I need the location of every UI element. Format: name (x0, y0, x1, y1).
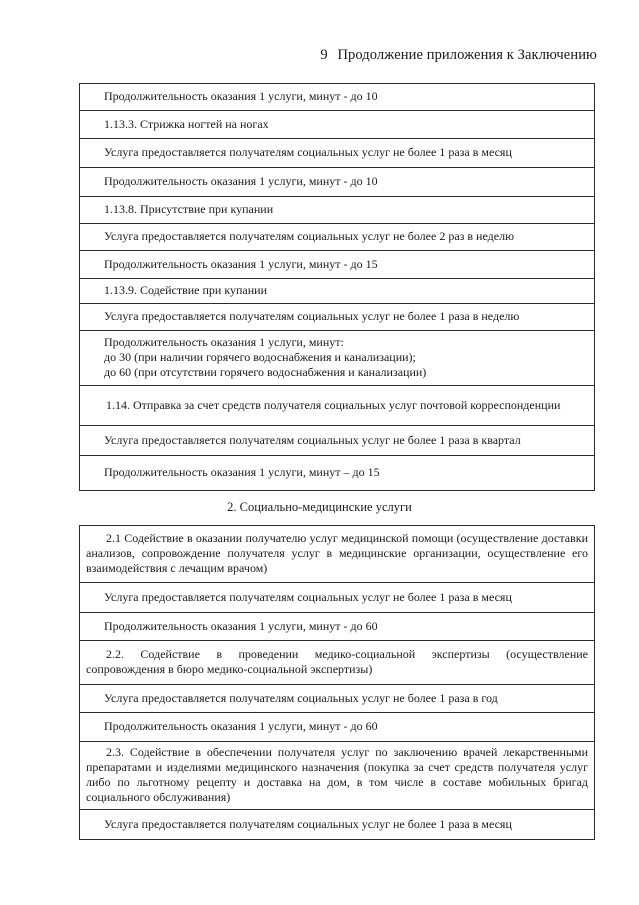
table-cell: Услуга предоставляется получателям социальных услуг не более 1 раза в месяц (104, 589, 512, 604)
table-cell: Продолжительность оказания 1 услуги, минут - до 15 (104, 256, 378, 271)
table-cell: Услуга предоставляется получателям социальных услуг не более 1 раза в год (104, 690, 498, 705)
table-cell: Услуга предоставляется получателям социальных услуг не более 1 раза в месяц (104, 816, 512, 831)
table-cell: Услуга предоставляется получателям социальных услуг не более 2 раз в неделю (104, 229, 515, 243)
table-cell: Продолжительность оказания 1 услуги, минут - до 60 (104, 618, 378, 633)
table-cell: Услуга предоставляется получателям социальных услуг не более 1 раза в квартал (104, 432, 521, 447)
table-row (80, 713, 594, 742)
table-row (80, 426, 594, 456)
table-row (80, 613, 594, 641)
table-cell (86, 335, 588, 380)
service-heading: 1.14. Отправка за счет средств получателя социальных услуг почтовой корреспонденции (106, 397, 561, 412)
service-heading: 2.2. Содействие в проведении медико-социальной экспертизы (осуществление сопровождения в бюро медико-социальной экспертизы) (86, 647, 588, 676)
table-cell: Продолжительность оказания 1 услуги, минут - до 10 (104, 89, 378, 103)
service-heading: 1.13.8. Присутствие при купании (104, 202, 274, 216)
table-row (80, 224, 594, 251)
table-row (80, 279, 594, 304)
service-heading: 1.13.9. Содействие при купании (104, 283, 268, 297)
table-row (80, 111, 594, 139)
table-row (80, 456, 594, 490)
table-row (80, 84, 594, 111)
page-header (320, 47, 597, 64)
table-cell: Продолжительность оказания 1 услуги, минут - до 60 (104, 719, 378, 733)
duration-line: до 60 (при отсутствии горячего водоснабжения и канализации) (104, 365, 427, 379)
table-row (80, 331, 594, 386)
table-cell: Продолжительность оказания 1 услуги, минут - до 10 (104, 174, 378, 188)
duration-line: до 30 (при наличии горячего водоснабжения и канализации); (104, 350, 416, 364)
table-row (80, 168, 594, 197)
services-table-2 (79, 525, 595, 840)
table-row (80, 304, 594, 331)
table-cell: Продолжительность оказания 1 услуги, минут – до 15 (104, 465, 380, 479)
table-cell: Услуга предоставляется получателям социальных услуг не более 1 раза в неделю (104, 309, 520, 323)
table-row (80, 810, 594, 839)
service-heading: 2.3. Содействие в обеспечении получателя услуг по заключению врачей лекарственными препаратами и изделиями медицинского назначения (покупка за счет средств получателя услуг либо по льготному рецепту и доставка на дом, в том числе в составе мобильных бригад социального обслуживания) (86, 745, 588, 804)
service-heading: 1.13.3. Стрижка ногтей на ногах (104, 116, 269, 131)
table-row (80, 641, 594, 685)
page-number: 9 (320, 47, 328, 63)
table-row (80, 139, 594, 168)
table-row (80, 685, 594, 713)
table-row (80, 251, 594, 279)
table-row (80, 386, 594, 426)
section-title: 2. Социально-медицинские услуги (227, 500, 412, 514)
table-cell: Услуга предоставляется получателям социальных услуг не более 1 раза в месяц (104, 145, 512, 159)
table-row (80, 197, 594, 224)
table-row (80, 742, 594, 810)
duration-line: Продолжительность оказания 1 услуги, минут: (104, 335, 344, 349)
services-table-1 (79, 83, 595, 491)
service-heading: 2.1 Содействие в оказании получателю услуг медицинской помощи (осуществление доставки анализов, сопровождение получателя услуг в медицинские организации, осуществление его взаимодействия с лечащим врачом) (86, 531, 588, 575)
page-title: Продолжение приложения к Заключению (337, 47, 597, 63)
table-row (80, 526, 594, 583)
table-row (80, 583, 594, 613)
